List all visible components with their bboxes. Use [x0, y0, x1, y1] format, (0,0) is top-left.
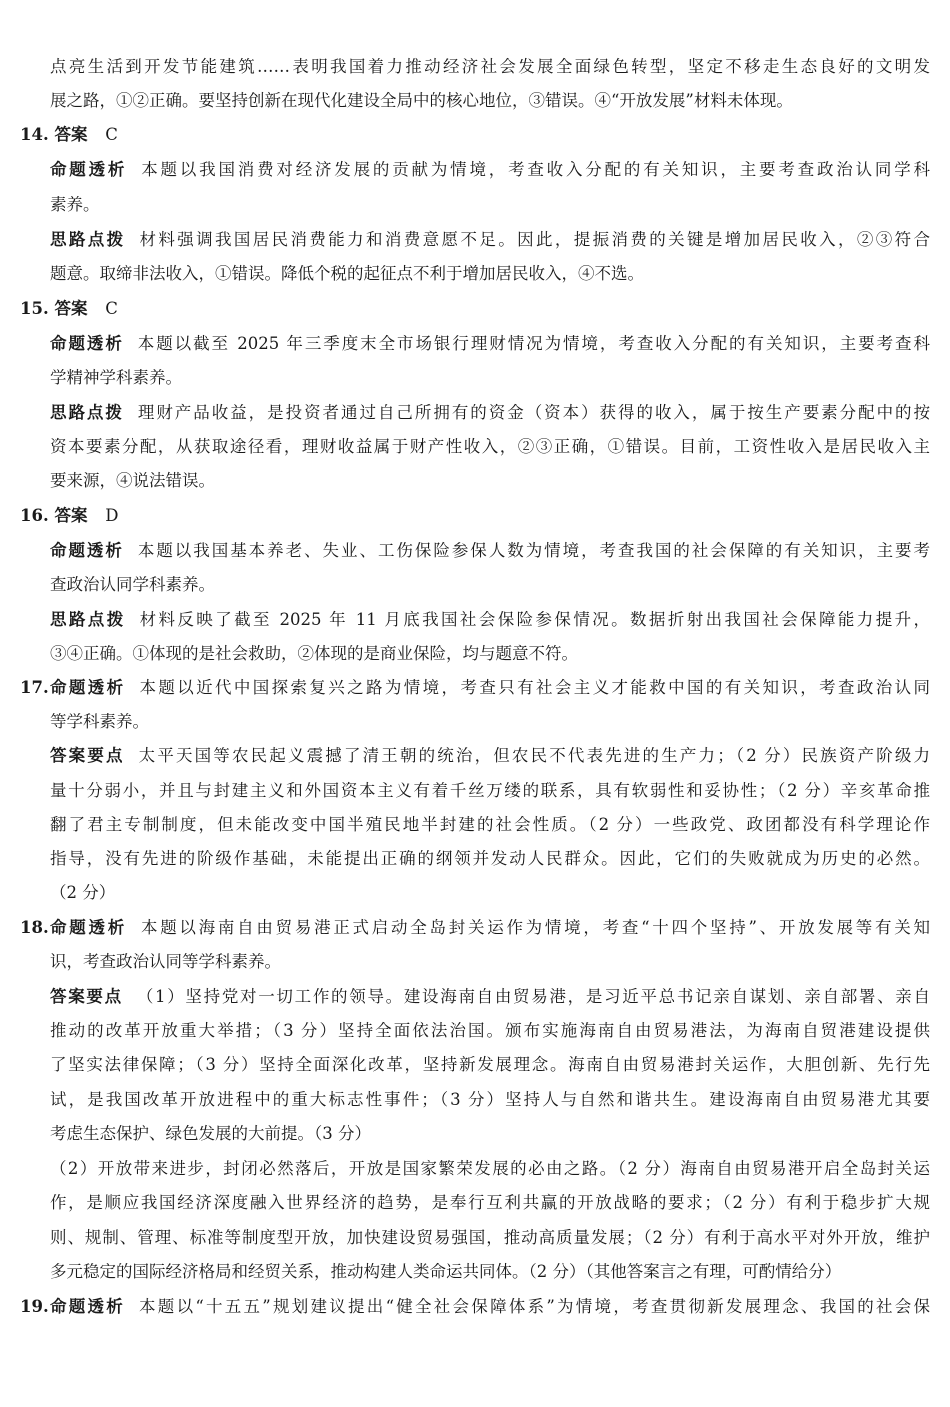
question-14-answer	[20, 124, 118, 146]
q16-analysis-line-1	[50, 540, 930, 562]
intro-line-1: 点亮生活到开发节能建筑……表明我国着力推动经济社会发展全面绿色转型，坚定不移走生态良好的文明发	[50, 57, 930, 76]
q17-points-line-5: （2 分）	[50, 883, 116, 902]
analysis-label: 命题透析	[50, 160, 128, 179]
q17-points-line-4: 指导，没有先进的阶级作基础，未能提出正确的纲领并发动人民群众。因此，它们的失败就成为历史的必然。	[50, 849, 930, 868]
points-label: 答案要点	[50, 987, 123, 1006]
answer-label: 答案	[54, 299, 88, 318]
analysis-label: 命题透析	[50, 678, 126, 697]
analysis-text: 本题以我国消费对经济发展的贡献为情境，考查收入分配的有关知识，主要考查政治认同学科	[141, 160, 930, 179]
q18-points2-line-4: 多元稳定的国际经济格局和经贸关系，推动构建人类命运共同体。（2 分）（其他答案言之有理，可酌情给分）	[50, 1262, 842, 1281]
q19-analysis-line-1	[50, 1296, 930, 1318]
question-16-answer	[20, 505, 118, 527]
answer-label: 答案	[54, 125, 88, 144]
q17-points-line-1	[50, 745, 930, 767]
analysis-label: 命题透析	[50, 541, 124, 560]
q18-points-line-3: 了坚实法律保障；（3 分）坚持全面深化改革，坚持新发展理念。海南自由贸易港封关运作，大胆创新、先行先	[50, 1055, 930, 1074]
hint-text: 理财产品收益，是投资者通过自己所拥有的资金（资本）获得的收入，属于按生产要素分配中的按	[137, 403, 930, 422]
q16-hint-line-2: ③④正确。①体现的是社会救助，②体现的是商业保险，均与题意不符。	[50, 644, 578, 663]
hint-text: 材料反映了截至 2025 年 11 月底我国社会保险参保情况。数据折射出我国社会保障能力提升，	[139, 610, 930, 629]
question-number: 15.	[20, 299, 49, 318]
q18-analysis-line-1	[50, 917, 930, 939]
analysis-text: 本题以海南自由贸易港正式启动全岛封关运作为情境，考查“十四个坚持”、开放发展等有关知	[140, 918, 930, 937]
question-15-answer	[20, 298, 118, 320]
analysis-label: 命题透析	[50, 1297, 126, 1316]
analysis-text: 本题以我国基本养老、失业、工伤保险参保人数为情境，考查我国的社会保障的有关知识，主要考	[137, 541, 930, 560]
points-label: 答案要点	[50, 746, 125, 765]
points-text: 太平天国等农民起义震撼了清王朝的统治，但农民不代表先进的生产力；（2 分）民族资产阶级力	[138, 746, 930, 765]
points-text: （1）坚持党对一切工作的领导。建设海南自由贸易港，是习近平总书记亲自谋划、亲自部署、亲自	[136, 987, 930, 1006]
q17-points-line-3: 翻了君主专制制度，但未能改变中国半殖民地半封建的社会性质。（2 分）一些政党、政团都没有科学理论作	[50, 815, 930, 834]
q15-hint-line-1	[50, 402, 930, 424]
q18-points2-line-2: 作，是顺应我国经济深度融入世界经济的趋势，是奉行互利共赢的开放战略的要求；（2 分）有利于稳步扩大规	[50, 1193, 930, 1212]
intro-line-2: 展之路，①②正确。要坚持创新在现代化建设全局中的核心地位，③错误。④“开放发展”材料未体现。	[50, 91, 793, 110]
answer-label: 答案	[54, 506, 88, 525]
hint-label: 思路点拨	[50, 610, 126, 629]
question-19-number: 19.	[20, 1297, 49, 1316]
question-number: 14.	[20, 125, 49, 144]
q18-points-line-1	[50, 986, 930, 1008]
q17-analysis-line-2: 等学科素养。	[50, 712, 149, 731]
q14-analysis-line-1	[50, 159, 930, 181]
analysis-label: 命题透析	[50, 918, 127, 937]
analysis-text: 本题以“十五五”规划建议提出“健全社会保障体系”为情境，考查贯彻新发展理念、我国的社会保	[139, 1297, 930, 1316]
q15-analysis-line-1	[50, 333, 930, 355]
q18-points-line-5: 考虑生态保护、绿色发展的大前提。（3 分）	[50, 1124, 371, 1143]
answer-value: C	[105, 299, 118, 318]
q18-points2-line-1: （2）开放带来进步，封闭必然落后，开放是国家繁荣发展的必由之路。（2 分）海南自由贸易港开启全岛封关运	[50, 1159, 930, 1178]
analysis-text: 本题以截至 2025 年三季度末全市场银行理财情况为情境，考查收入分配的有关知识，主要考查科	[137, 334, 930, 353]
hint-label: 思路点拨	[50, 230, 126, 249]
q17-points-line-2: 量十分弱小，并且与封建主义和外国资本主义有着千丝万缕的联系，具有软弱性和妥协性；（2 分）辛亥革命推	[50, 781, 930, 800]
analysis-label: 命题透析	[50, 334, 124, 353]
q18-analysis-line-2: 识，考查政治认同等学科素养。	[50, 952, 281, 971]
q15-hint-line-2: 资本要素分配，从获取途径看，理财收益属于财产性收入，②③正确，①错误。目前，工资性收入是居民收入主	[50, 437, 930, 456]
q18-points2-line-3: 则、规制、管理、标准等制度型开放，加快建设贸易强国，推动高质量发展；（2 分）有利于高水平对外开放，维护	[50, 1228, 930, 1247]
question-18-number: 18.	[20, 918, 49, 937]
q14-hint-line-1	[50, 229, 930, 251]
page-bottom-margin	[0, 1346, 950, 1407]
q17-analysis-line-1	[50, 677, 930, 699]
hint-text: 材料强调我国居民消费能力和消费意愿不足。因此，提振消费的关键是增加居民收入，②③符合	[139, 230, 930, 249]
q15-analysis-line-2: 学精神学科素养。	[50, 368, 182, 387]
answer-value: C	[105, 125, 118, 144]
answer-value: D	[105, 506, 119, 525]
q14-hint-line-2: 题意。取缔非法收入，①错误。降低个税的起征点不利于增加居民收入，④不选。	[50, 264, 644, 283]
q15-hint-line-3: 要来源，④说法错误。	[50, 471, 215, 490]
q18-points-line-4: 试，是我国改革开放进程中的重大标志性事件；（3 分）坚持人与自然和谐共生。建设海南自由贸易港尤其要	[50, 1090, 930, 1109]
q16-analysis-line-2: 查政治认同学科素养。	[50, 575, 215, 594]
hint-label: 思路点拨	[50, 403, 124, 422]
question-number: 16.	[20, 506, 49, 525]
q14-analysis-line-2: 素养。	[50, 195, 100, 214]
analysis-text: 本题以近代中国探索复兴之路为情境，考查只有社会主义才能救中国的有关知识，考查政治认同	[139, 678, 930, 697]
question-17-number: 17.	[20, 678, 49, 697]
q16-hint-line-1	[50, 609, 930, 631]
q18-points-line-2: 推动的改革开放重大举措；（3 分）坚持全面依法治国。颁布实施海南自由贸易港法，为海南自贸港建设提供	[50, 1021, 930, 1040]
